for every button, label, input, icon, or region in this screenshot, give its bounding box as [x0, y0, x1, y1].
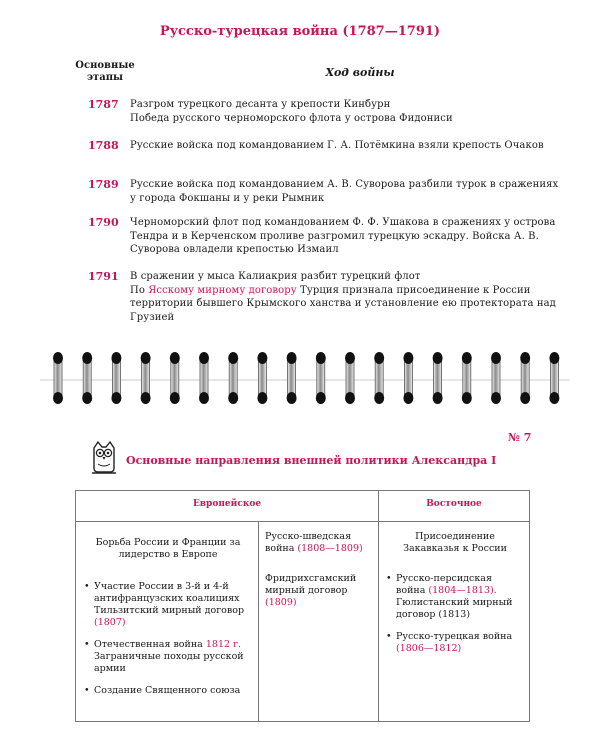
binding-hole [491, 352, 501, 364]
binding-hole [111, 352, 121, 364]
event-year: 1787 [88, 98, 119, 111]
binding-hole [257, 352, 267, 364]
event-line [130, 284, 560, 325]
column-east [386, 531, 524, 665]
table-divider [258, 521, 259, 721]
event-text: Русские войска под командованием Г. А. Потёмкина взяли крепость Очаков [130, 140, 544, 151]
binding-hole [199, 392, 209, 404]
binding-hole [549, 392, 559, 404]
page-title: Русско-турецкая война (1787—1791) [159, 24, 441, 39]
event-text: Черноморский флот под командованием Ф. Ф. Ушакова в сражениях у острова Тендра и в Керченском проливе разгромил турецкую эскадру. Войска А. В. Суворова овладели крепостью Измаил [130, 217, 556, 255]
event-year: 1790 [88, 216, 119, 229]
list-item [84, 581, 252, 629]
binding-hole [462, 352, 472, 364]
policy-table [75, 490, 530, 722]
binding-hole [345, 352, 355, 364]
text-prefix: По [130, 284, 149, 296]
list-item: • Русско-персидская война (1804—1813). Гюлистанский мирный договор (1813) [386, 573, 524, 621]
binding-hole [345, 392, 355, 404]
item-text: Заграничные походы русской армии [94, 651, 244, 674]
spiral-binding [40, 350, 570, 410]
binding-hole [111, 392, 121, 404]
binding-hole [520, 352, 530, 364]
binding-hole [82, 352, 92, 364]
binding-hole [520, 392, 530, 404]
binding-hole [170, 392, 180, 404]
binding-hole [170, 352, 180, 364]
binding-hole [287, 352, 297, 364]
binding-hole [491, 392, 501, 404]
column-sweden [265, 531, 373, 609]
item-year: (1807) [94, 617, 126, 628]
item-year: 1812 г. [205, 639, 242, 650]
binding-hole [403, 352, 413, 364]
binding-hole [228, 352, 238, 364]
binding-hole [82, 392, 92, 404]
section-title: Основные направления внешней политики Александра I [126, 454, 497, 467]
table-divider [76, 521, 529, 522]
owl-icon [90, 440, 118, 474]
column-heading: Русско-шведская война (1808—1809) [265, 531, 363, 554]
event-text: Разгром турецкого десанта у крепости Кинбурн Победа русского черноморского флота у острова Фидониси [130, 99, 453, 124]
item-text: Участие России в 3-й и 4-й антифранцузских коалициях Тильзитский мирный договор [94, 581, 245, 616]
eastern-header: Восточное [426, 499, 482, 509]
binding-hole [141, 392, 151, 404]
column-heading: Присоединение Закавказья к России [403, 531, 507, 554]
binding-hole [53, 392, 63, 404]
list-item: Фридрихсгамский мирный договор (1809) [265, 573, 357, 608]
binding-hole [549, 352, 559, 364]
list-item [84, 639, 252, 675]
treaty-link[interactable]: Ясскому мирному договору [148, 284, 297, 296]
column-header-stages: Основные этапы [75, 60, 135, 83]
section-number: № 7 [508, 431, 532, 444]
column-europe-france [84, 537, 252, 707]
binding-hole [316, 392, 326, 404]
binding-hole [433, 352, 443, 364]
binding-hole [53, 352, 63, 364]
event-year: 1791 [88, 270, 119, 283]
event-text: Русские войска под командованием А. В. Суворова разбили турок в сражениях у города Фокшаны и у реки Рымник [130, 179, 559, 204]
table-divider [378, 491, 379, 721]
item-text: Отечественная война [94, 639, 206, 650]
binding-hole [462, 392, 472, 404]
binding-hole [316, 352, 326, 364]
text-suffix: Турция признала присоединение к России территории бывшего Крымского ханства и установление ею протектората над Грузией [130, 284, 556, 323]
event-year: 1788 [88, 139, 119, 152]
item-text: Создание Священного союза [94, 685, 241, 696]
binding-hole [374, 392, 384, 404]
binding-hole [287, 392, 297, 404]
binding-hole [433, 392, 443, 404]
column-header-course: Ход войны [325, 66, 395, 79]
event-line: В сражении у мыса Калиакрия разбит турецкий флот [130, 271, 421, 282]
binding-hole [141, 352, 151, 364]
column-heading: Борьба России и Франции за лидерство в Европе [95, 537, 241, 560]
binding-hole [374, 352, 384, 364]
binding-hole [228, 392, 238, 404]
event-text [130, 270, 560, 324]
binding-hole [257, 392, 267, 404]
list-item: • Русско-турецкая война (1806—1812) [386, 631, 524, 655]
european-header: Европейское [192, 499, 262, 509]
binding-hole [403, 392, 413, 404]
event-year: 1789 [88, 178, 119, 191]
list-item [84, 685, 252, 697]
binding-hole [199, 352, 209, 364]
